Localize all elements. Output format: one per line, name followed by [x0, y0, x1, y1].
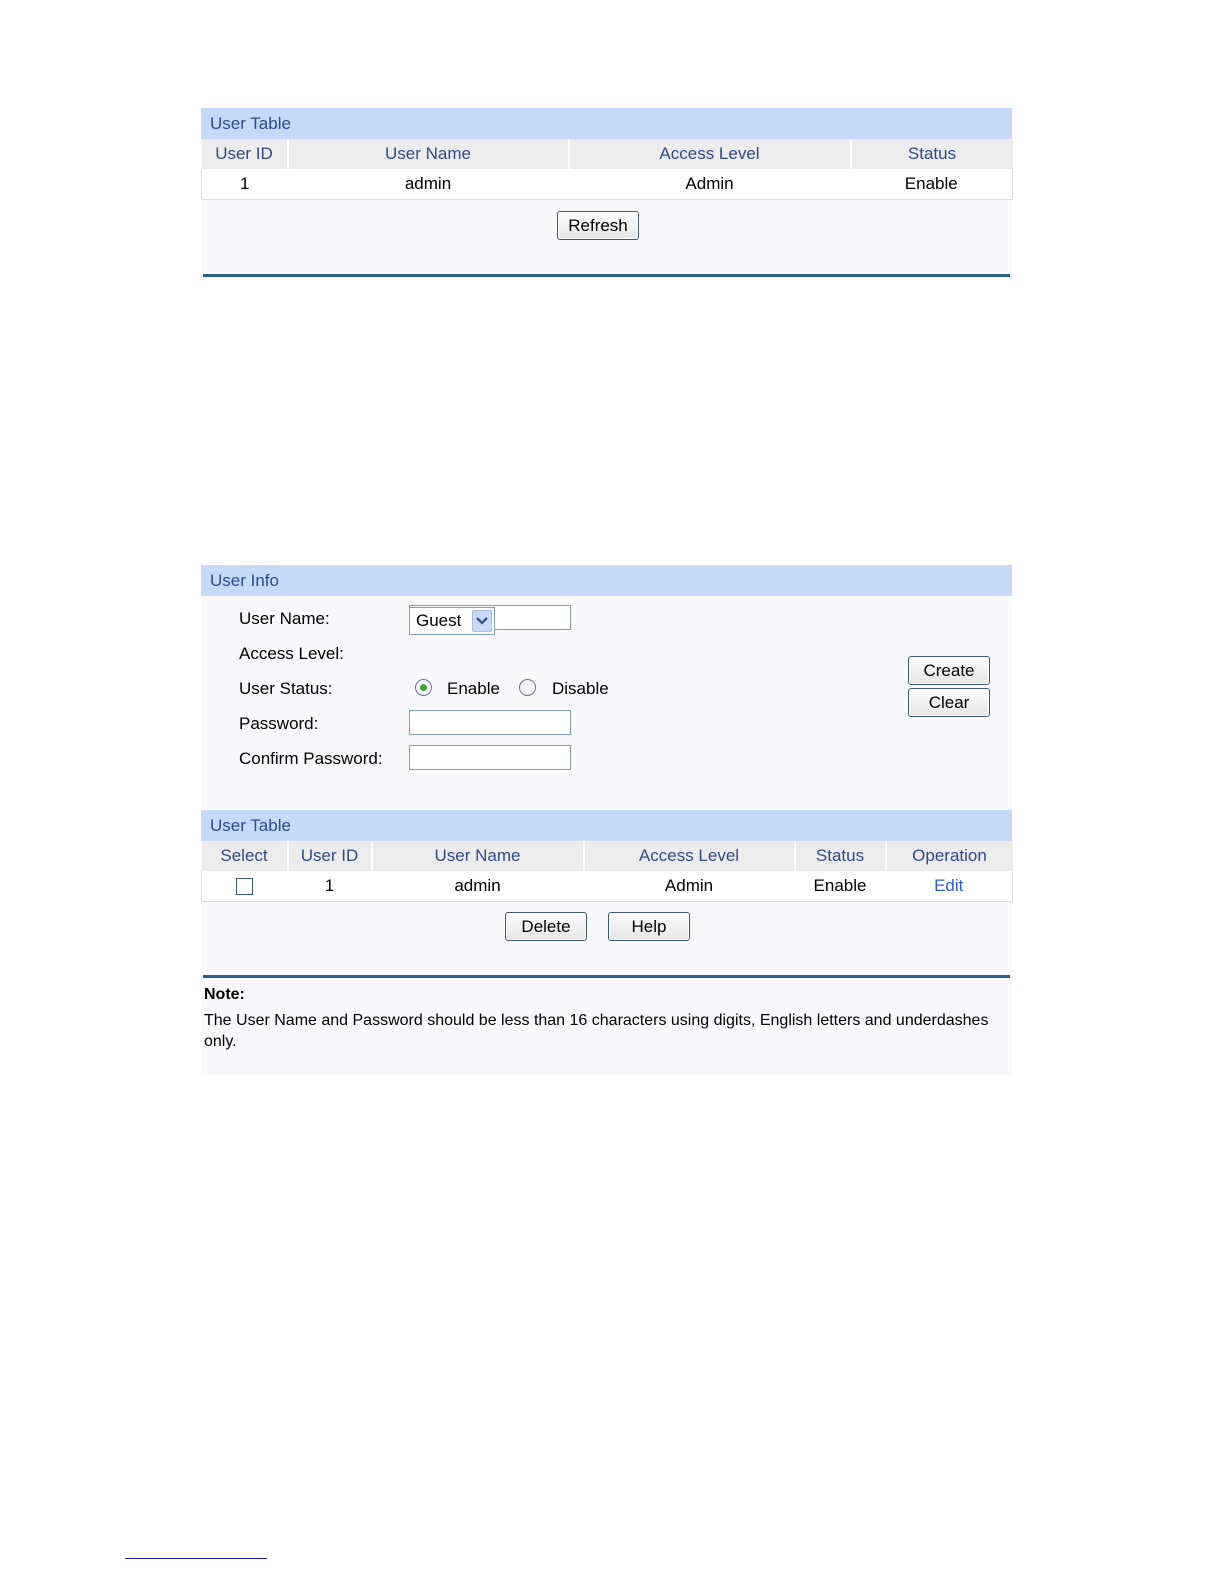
section-header-user-table: User Table	[201, 810, 1012, 841]
edit-link[interactable]: Edit	[934, 876, 964, 895]
user-status-label: User Status:	[239, 679, 333, 698]
refresh-button[interactable]: Refresh	[557, 211, 639, 240]
table-row	[202, 871, 1013, 902]
table-row	[202, 169, 1013, 200]
password-input[interactable]	[409, 710, 571, 735]
chevron-down-icon	[472, 610, 492, 632]
note-title: Note:	[204, 986, 245, 1003]
column-header-select: Select	[202, 841, 288, 871]
help-button[interactable]: Help	[608, 912, 690, 941]
user-table-panel-top	[201, 108, 1012, 280]
column-header-access-level: Access Level	[569, 139, 851, 169]
column-header-status: Status	[795, 841, 886, 871]
radio-selected-dot	[420, 684, 427, 691]
user-table	[201, 139, 1013, 200]
cell-user-name: admin	[372, 871, 584, 902]
access-level-label: Access Level:	[239, 644, 344, 663]
user-table-editable	[201, 841, 1013, 902]
status-enable-radio[interactable]	[415, 679, 432, 696]
section-header-user-table: User Table	[201, 108, 1012, 139]
access-level-value: Guest	[416, 611, 462, 630]
clear-button[interactable]: Clear	[908, 688, 990, 717]
column-header-user-name: User Name	[372, 841, 584, 871]
section-divider	[203, 975, 1010, 978]
cell-user-name: admin	[288, 169, 569, 200]
access-level-select[interactable]	[409, 607, 495, 635]
column-header-user-id: User ID	[288, 841, 372, 871]
cell-status: Enable	[851, 169, 1013, 200]
section-divider	[203, 274, 1010, 277]
row-select-checkbox[interactable]	[236, 878, 253, 895]
table-header-row	[202, 841, 1013, 871]
status-enable-label: Enable	[447, 679, 500, 698]
column-header-operation: Operation	[886, 841, 1013, 871]
table-header-row	[202, 139, 1013, 169]
user-name-label: User Name:	[239, 609, 330, 628]
create-button[interactable]: Create	[908, 656, 990, 685]
cell-operation	[886, 871, 1013, 902]
cell-access-level: Admin	[569, 169, 851, 200]
cell-user-id: 1	[202, 169, 288, 200]
cell-access-level: Admin	[584, 871, 795, 902]
footnote-rule	[125, 1558, 267, 1559]
cell-select	[202, 871, 288, 902]
delete-button[interactable]: Delete	[505, 912, 587, 941]
status-disable-radio[interactable]	[519, 679, 536, 696]
cell-user-id: 1	[288, 871, 372, 902]
confirm-password-label: Confirm Password:	[239, 749, 383, 768]
password-label: Password:	[239, 714, 319, 733]
user-config-panel	[201, 565, 1012, 1075]
section-header-user-info: User Info	[201, 565, 1012, 596]
column-header-access-level: Access Level	[584, 841, 795, 871]
column-header-user-id: User ID	[202, 139, 288, 169]
column-header-status: Status	[851, 139, 1013, 169]
status-disable-label: Disable	[552, 679, 609, 698]
note-text: The User Name and Password should be less than 16 characters using digits, English letters and underdashes only.	[204, 1012, 989, 1050]
cell-status: Enable	[795, 871, 886, 902]
column-header-user-name: User Name	[288, 139, 569, 169]
confirm-password-input[interactable]	[409, 745, 571, 770]
